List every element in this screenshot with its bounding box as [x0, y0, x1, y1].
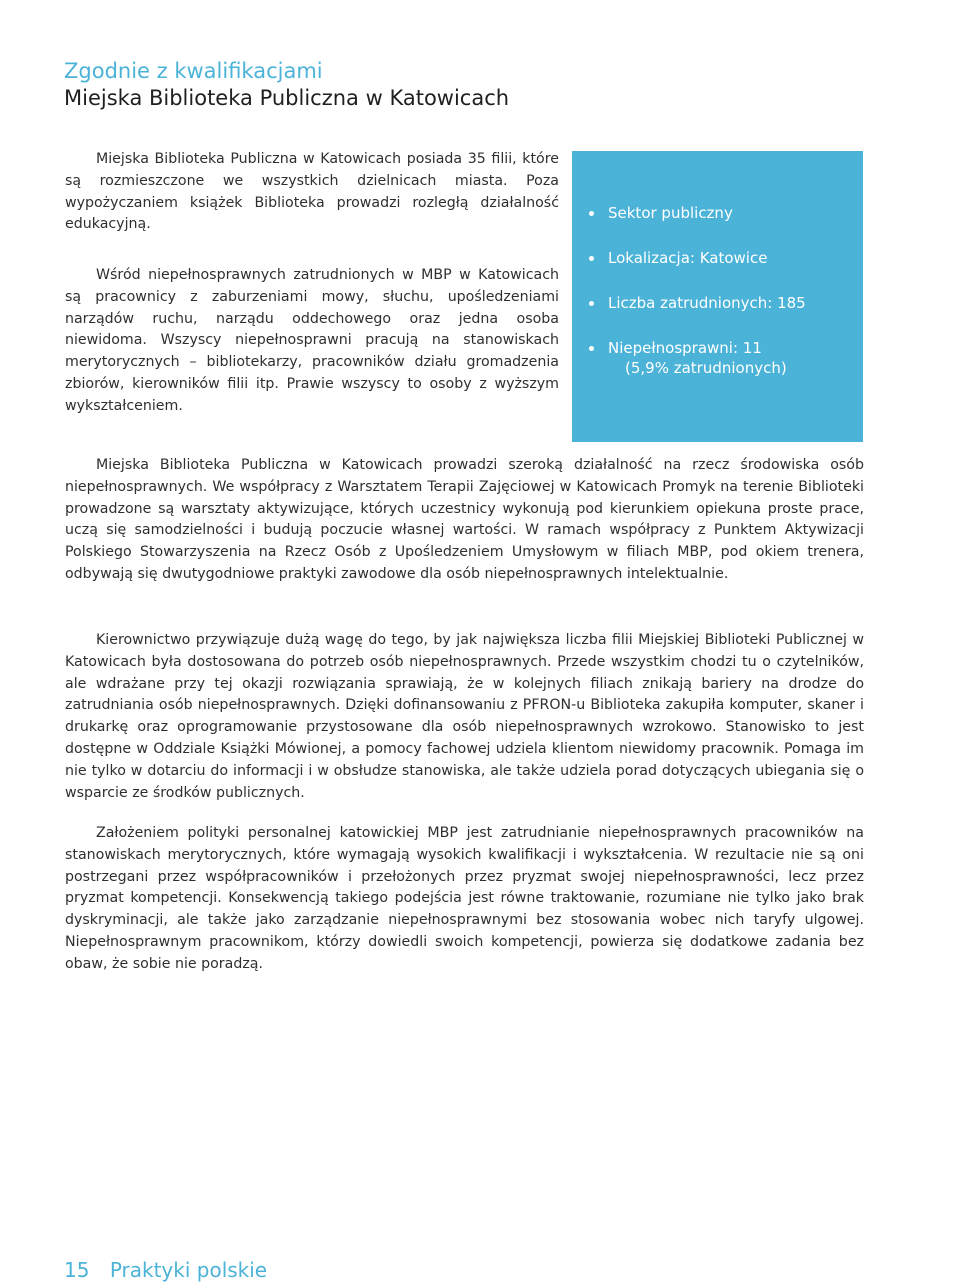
employees-paragraph: Wśród niepełnosprawnych zatrudnionych w MBP w Katowicach są pracownicy z zaburzeniami mowy, słuchu, upośledzeniami narządów ruchu, narządu oddechowego oraz jedna osoba niewidoma. Wszyscy niepełnosprawni pracują na stanowiskach merytorycznych – bibliotekarzy, pracowników działu gromadzenia zbiorów, kierowników filii itp. Prawie wszyscy to osoby z wyższym wykształceniem. [65, 267, 559, 414]
page-number: 15 [64, 1258, 90, 1282]
fact-text [608, 338, 787, 378]
bullet-icon [589, 346, 594, 351]
policy-paragraph: Założeniem polityki personalnej katowickiej MBP jest zatrudnianie niepełnosprawnych pracowników na stanowiskach merytorycznych, które wymagają wysokich kwalifikacji i wykształcenia. W rezultacie nie są oni postrzegani przez współpracowników i przełożonych przez pryzmat swojej niepełnosprawności, lecz przez pryzmat kompetencji. Konsekwencją takiego podejścia jest równe traktowanie, rozumiane nie tylko jako brak dyskryminacji, ale także jako zarządzanie niepełnosprawnymi bez stosowania wobec nich taryfy ulgowej. Niepełnosprawnym pracownikom, którzy dowiedli swoich kompetencji, powierza się dodatkowe zadania bez obaw, że sobie nie poradzą. [65, 825, 864, 972]
footer-section: Praktyki polskie [109, 1258, 268, 1282]
fact-text: Lokalizacja: Katowice [608, 249, 768, 267]
bullet-icon [589, 301, 594, 306]
management-paragraph: Kierownictwo przywiązuje dużą wagę do tego, by jak największa liczba filii Miejskiej Biblioteki Publicznej w Katowicach była dostosowana do potrzeb osób niepełnosprawnych. Przede wszystkim chodzi tu o czytelników, ale wdrażane przy tej okazji rozwiązania sprawiają, że w kolejnych filiach znikają bariery na drodze do zatrudniania osób niepełnosprawnych. Dzięki dofinansowaniu z PFRON-u Biblioteka zakupiła komputer, skaner i drukarkę oraz oprogramowanie przystosowane dla osób niepełnosprawnych wzrokowo. Stanowisko to jest dostępne w Oddziale Książki Mówionej, a pomocy fachowej udziela klientom niewidomy pracownik. Pomaga im nie tylko w dotarciu do informacji i w obsłudze stanowiska, ale także udziela porad dotyczących ubiegania się o wsparcie ze środków publicznych. [65, 632, 864, 801]
fact-item-employees [589, 293, 845, 313]
activities-paragraph: Miejska Biblioteka Publiczna w Katowicach prowadzi szeroką działalność na rzecz środowiska osób niepełnosprawnych. We współpracy z Warsztatem Terapii Zajęciowej w Katowicach Promyk na terenie Biblioteki prowadzone są warsztaty aktywizujące, których uczestnicy wykonują pod kierunkiem opiekuna proste prace, uczą się samodzielności i budują poczucie własnej wartości. W ramach współpracy z Punktem Aktywizacji Polskiego Stowarzyszenia na Rzecz Osób z Upośledzeniem Umysłowym w filiach MBP, pod okiem trenera, odbywają się dwutygodniowe praktyki zawodowe dla osób niepełnosprawnych intelektualnie. [65, 457, 864, 582]
bullet-icon [589, 211, 594, 216]
fact-box [572, 151, 863, 442]
page-title: Miejska Biblioteka Publiczna w Katowicach [64, 86, 510, 110]
section-kicker: Zgodnie z kwalifikacjami [64, 59, 323, 83]
fact-item-disabled [589, 338, 845, 378]
page-footer [64, 1258, 267, 1282]
fact-text-main: Niepełnosprawni: 11 [608, 339, 762, 357]
bullet-icon [589, 256, 594, 261]
intro-paragraph: Miejska Biblioteka Publiczna w Katowicach posiada 35 filii, które są rozmieszczone we wszystkich dzielnicach miasta. Poza wypożyczaniem książek Biblioteka prowadzi rozległą działalność edukacyjną. [65, 151, 559, 233]
fact-text: Liczba zatrudnionych: 185 [608, 294, 806, 312]
fact-item-location [589, 248, 845, 268]
fact-item-sector [589, 203, 845, 223]
fact-subnote: (5,9% zatrudnionych) [625, 359, 787, 377]
fact-text: Sektor publiczny [608, 204, 733, 222]
